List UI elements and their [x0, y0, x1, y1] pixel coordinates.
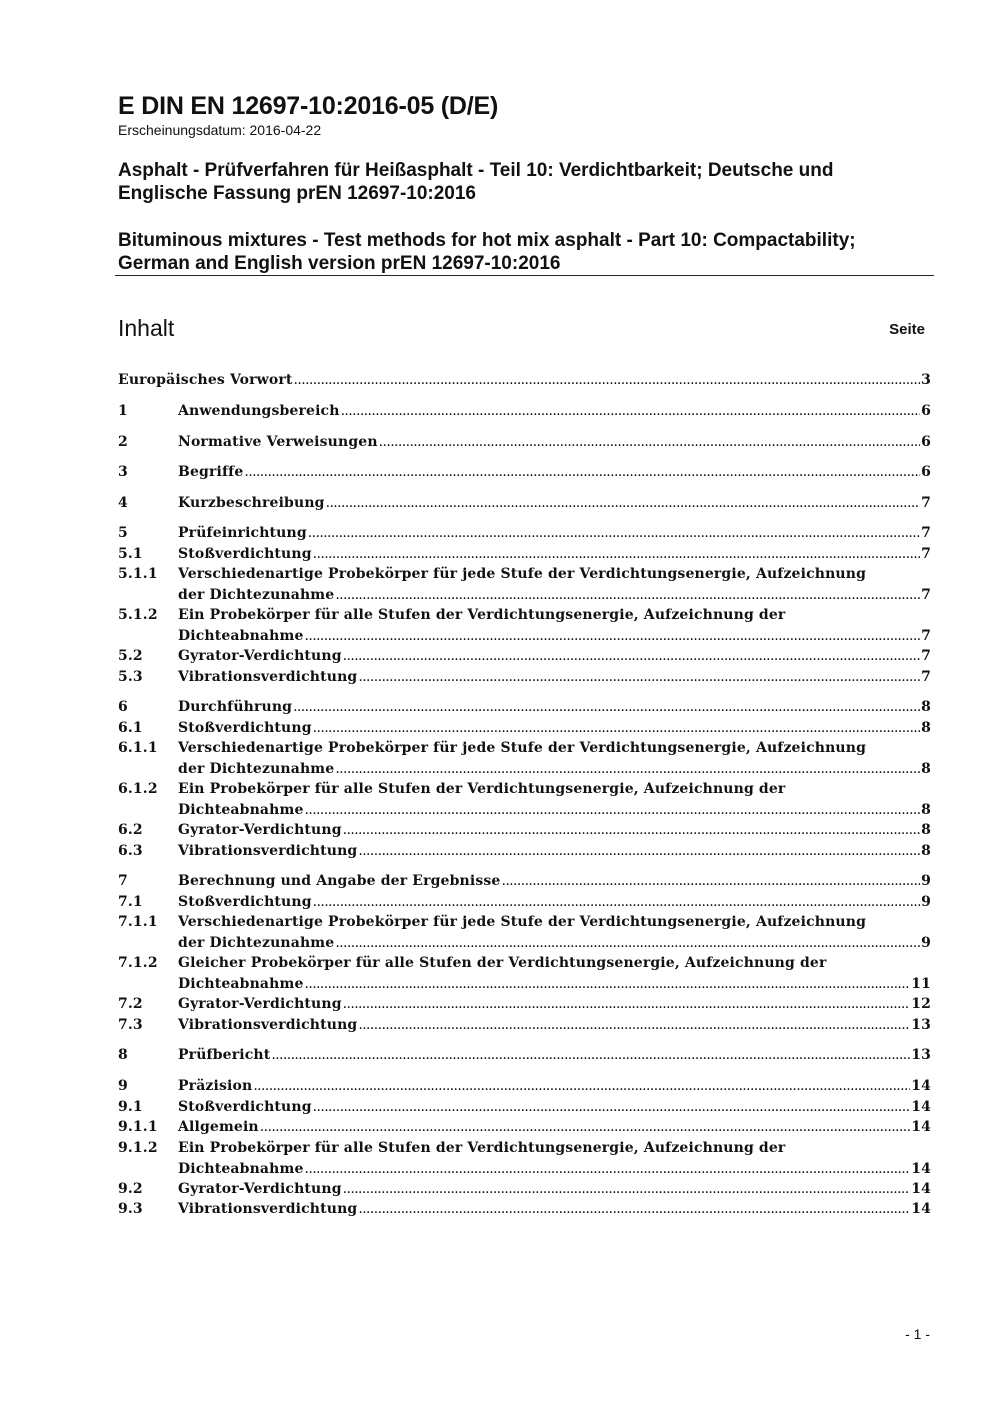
title-german [118, 159, 918, 205]
toc-entry-title: Dichteabnahme [178, 801, 304, 818]
toc-entry[interactable] [118, 718, 931, 739]
toc-leader-dots [358, 1015, 910, 1036]
toc-leader-dots [335, 759, 920, 780]
toc-entry-title: Stoßverdichtung [178, 546, 312, 562]
toc-leader-dots [244, 462, 920, 483]
toc-entry-number: 9.1 [118, 1099, 143, 1115]
toc-entry[interactable] [118, 605, 931, 646]
toc-entry-page: 13 [911, 1017, 931, 1033]
toc-entry-number: 2 [118, 434, 128, 450]
toc-entry-number: 5.2 [118, 648, 143, 664]
toc-entry[interactable] [118, 1097, 931, 1118]
toc-entry-title: der Dichtezunahme [178, 934, 335, 951]
toc-leader-dots [313, 892, 920, 913]
toc-entry-title: Verschiedenartige Probekörper für jede Stufe der Verdichtungsenergie, Aufzeichnung [178, 740, 867, 756]
toc-entry-number: 6.1.2 [118, 781, 158, 797]
toc-entry[interactable] [118, 544, 931, 565]
toc-entry[interactable] [118, 841, 931, 862]
toc-entry[interactable] [118, 401, 931, 422]
toc-entry-number: 5.1 [118, 546, 143, 562]
toc-entry-page: 6 [921, 434, 931, 450]
toc-leader-dots [343, 820, 920, 841]
toc-entry-title: Stoßverdichtung [178, 720, 312, 736]
toc-entry-number: 9.2 [118, 1181, 143, 1197]
toc-entry[interactable] [118, 892, 931, 913]
toc-leader-dots [326, 493, 921, 514]
toc-entry-page: 8 [921, 843, 931, 859]
toc-entry-title: Stoßverdichtung [178, 1099, 312, 1115]
toc-leader-dots [293, 697, 920, 718]
toc-entry-number: 7.2 [118, 996, 143, 1012]
toc-entry[interactable] [118, 667, 931, 688]
toc-leader-dots [358, 1199, 910, 1220]
toc-leader-dots [341, 401, 921, 422]
toc-entry-title: Normative Verweisungen [178, 434, 378, 450]
title-english [118, 229, 918, 275]
toc-entry-number: 7.1 [118, 894, 143, 910]
toc-entry-number: 5.3 [118, 669, 143, 685]
toc-entry-number: 1 [118, 403, 128, 419]
toc-leader-dots [343, 994, 911, 1015]
toc-entry-title: Vibrationsverdichtung [178, 669, 358, 685]
toc-entry-page: 14 [911, 1201, 931, 1217]
toc-entry-page: 7 [921, 586, 931, 603]
toc-leader-dots [343, 1179, 911, 1200]
toc-entry[interactable] [118, 370, 931, 391]
toc-entry-title: Gyrator-Verdichtung [178, 822, 342, 838]
toc-entry-page: 6 [921, 403, 931, 419]
toc-entry-number: 5 [118, 525, 128, 541]
toc-entry[interactable] [118, 1015, 931, 1036]
toc-entry[interactable] [118, 523, 931, 544]
toc-entry-number: 8 [118, 1047, 128, 1063]
toc-leader-dots [501, 871, 920, 892]
toc-entry-page: 13 [911, 1047, 931, 1063]
toc-entry-page: 7 [921, 546, 931, 562]
toc-entry-title: Gyrator-Verdichtung [178, 996, 342, 1012]
toc-heading: Inhalt [118, 315, 175, 341]
toc-page-column-label: Seite [889, 321, 925, 338]
toc-entry-title: Ein Probekörper für alle Stufen der Verdichtungsenergie, Aufzeichnung der [178, 781, 786, 797]
toc-entry-number: 6.2 [118, 822, 143, 838]
toc-entry-page: 14 [911, 1119, 931, 1135]
toc-entry-title: Vibrationsverdichtung [178, 1017, 358, 1033]
toc-entry-title: Berechnung und Angabe der Ergebnisse [178, 873, 501, 889]
toc-leader-dots [379, 432, 920, 453]
toc-entry[interactable] [118, 1138, 931, 1179]
title-english-line-1: Bituminous mixtures - Test methods for hot mix asphalt - Part 10: Compactability; [118, 230, 856, 251]
toc-entry[interactable] [118, 432, 931, 453]
toc-entry-title: Anwendungsbereich [178, 403, 340, 419]
toc-leader-dots [313, 544, 920, 565]
toc-entry-title: Dichteabnahme [178, 627, 304, 644]
toc-entry-page: 11 [911, 975, 931, 992]
toc-entry-number: 6.3 [118, 843, 143, 859]
publication-date: Erscheinungsdatum: 2016-04-22 [118, 122, 322, 138]
toc-entry-page: 7 [921, 627, 931, 644]
toc-entry[interactable] [118, 1199, 931, 1220]
toc-leader-dots [308, 523, 920, 544]
toc-entry[interactable] [118, 779, 931, 820]
toc-entry-page: 3 [921, 372, 931, 388]
toc-entry-page: 7 [921, 525, 931, 541]
toc-leader-dots [335, 933, 920, 954]
toc-entry[interactable] [118, 871, 931, 892]
toc-entry[interactable] [118, 738, 931, 779]
toc-entry-number: 9.3 [118, 1201, 143, 1217]
toc-entry-page: 9 [921, 894, 931, 910]
toc-entry-page: 8 [921, 699, 931, 715]
toc-entry-number: 7.1.1 [118, 914, 158, 930]
toc-leader-dots [358, 667, 920, 688]
toc-entry-number: 6.1.1 [118, 740, 158, 756]
toc-entry-title: Begriffe [178, 464, 244, 480]
toc-entry[interactable] [118, 462, 931, 483]
toc-entry-title: der Dichtezunahme [178, 586, 335, 603]
toc-leader-dots [271, 1045, 910, 1066]
toc-entry-title: Prüfbericht [178, 1047, 271, 1063]
toc-entry-page: 14 [911, 1078, 931, 1094]
toc-entry-title: Allgemein [178, 1119, 259, 1135]
toc-entry-page: 8 [921, 760, 931, 777]
toc-entry[interactable] [118, 1117, 931, 1138]
toc-entry-page: 7 [921, 495, 931, 511]
toc-entry[interactable] [118, 820, 931, 841]
toc-entry-title: Ein Probekörper für alle Stufen der Verdichtungsenergie, Aufzeichnung der [178, 607, 786, 623]
toc-entry-number: 9.1.2 [118, 1140, 158, 1156]
title-german-line-2: Englische Fassung prEN 12697-10:2016 [118, 183, 476, 204]
toc-entry-title: Verschiedenartige Probekörper für jede Stufe der Verdichtungsenergie, Aufzeichnung [178, 914, 867, 930]
toc-leader-dots [313, 718, 920, 739]
toc-entry-title: Kurzbeschreibung [178, 495, 325, 511]
toc-entry-title: Vibrationsverdichtung [178, 843, 358, 859]
toc-entry-number: 7.3 [118, 1017, 143, 1033]
toc-entry[interactable] [118, 646, 931, 667]
toc-entry-title: der Dichtezunahme [178, 760, 335, 777]
toc-entry[interactable] [118, 953, 931, 994]
toc-entry[interactable] [118, 1179, 931, 1200]
toc-leader-dots [260, 1117, 910, 1138]
toc-leader-dots [305, 626, 921, 647]
title-german-line-1: Asphalt - Prüfverfahren für Heißasphalt - Teil 10: Verdichtbarkeit; Deutsche und [118, 160, 834, 181]
toc-entry-title: Verschiedenartige Probekörper für jede Stufe der Verdichtungsenergie, Aufzeichnung [178, 566, 867, 582]
toc-leader-dots [305, 974, 911, 995]
toc-entry-number: 5.1.2 [118, 607, 158, 623]
toc-entry[interactable] [118, 564, 931, 605]
toc-entry-page: 12 [911, 996, 931, 1012]
toc-leader-dots [305, 1159, 911, 1180]
toc-entry-number: 3 [118, 464, 128, 480]
toc-entry-page: 14 [911, 1160, 931, 1177]
toc-entry[interactable] [118, 493, 931, 514]
toc-entry-number: 9.1.1 [118, 1119, 158, 1135]
toc-entry-title: Vibrationsverdichtung [178, 1201, 358, 1217]
toc-entry[interactable] [118, 697, 931, 718]
document-id: E DIN EN 12697-10:2016-05 (D/E) [118, 92, 499, 120]
toc-leader-dots [253, 1076, 910, 1097]
toc-entry-number: 9 [118, 1078, 128, 1094]
toc-entry-title: Stoßverdichtung [178, 894, 312, 910]
toc-entry-number: 6 [118, 699, 128, 715]
toc-entry-page: 6 [921, 464, 931, 480]
toc-entry[interactable] [118, 994, 931, 1015]
toc-entry[interactable] [118, 1076, 931, 1097]
toc-leader-dots [358, 841, 920, 862]
toc-entry-page: 9 [921, 873, 931, 889]
toc-entry-title: Ein Probekörper für alle Stufen der Verdichtungsenergie, Aufzeichnung der [178, 1140, 786, 1156]
toc-entry-title: Durchführung [178, 699, 293, 715]
toc-leader-dots [343, 646, 920, 667]
toc-entry-title: Prüfeinrichtung [178, 525, 307, 541]
toc-entry[interactable] [118, 1045, 931, 1066]
toc-entry-page: 9 [921, 934, 931, 951]
toc-entry-page: 7 [921, 669, 931, 685]
toc-entry-page: 8 [921, 720, 931, 736]
title-english-line-2: German and English version prEN 12697-10:2016 [118, 253, 561, 274]
toc-entry-page: 14 [911, 1181, 931, 1197]
toc-leader-dots [313, 1097, 911, 1118]
toc-entry-number: 4 [118, 495, 128, 511]
toc-entry-title: Dichteabnahme [178, 975, 304, 992]
toc-entry-title: Gyrator-Verdichtung [178, 648, 342, 664]
toc-leader-dots [294, 370, 921, 391]
toc-entry-number: 5.1.1 [118, 566, 158, 582]
toc-entry-number: 7 [118, 873, 128, 889]
toc-leader-dots [305, 800, 921, 821]
toc-entry-title: Gyrator-Verdichtung [178, 1181, 342, 1197]
toc-entry-title: Präzision [178, 1078, 253, 1094]
toc-entry-title: Dichteabnahme [178, 1160, 304, 1177]
toc-entry-number: 7.1.2 [118, 955, 158, 971]
toc-entry-page: 8 [921, 822, 931, 838]
toc-entry-title: Europäisches Vorwort [118, 372, 293, 388]
page-number: - 1 - [905, 1326, 930, 1342]
toc-entry-page: 14 [911, 1099, 931, 1115]
toc-entry-page: 7 [921, 648, 931, 664]
toc-entry-page: 8 [921, 801, 931, 818]
header-divider [115, 275, 934, 276]
toc-entry-number: 6.1 [118, 720, 143, 736]
toc-entry[interactable] [118, 912, 931, 953]
toc-leader-dots [335, 585, 920, 606]
toc-entry-title: Gleicher Probekörper für alle Stufen der Verdichtungsenergie, Aufzeichnung der [178, 955, 827, 971]
